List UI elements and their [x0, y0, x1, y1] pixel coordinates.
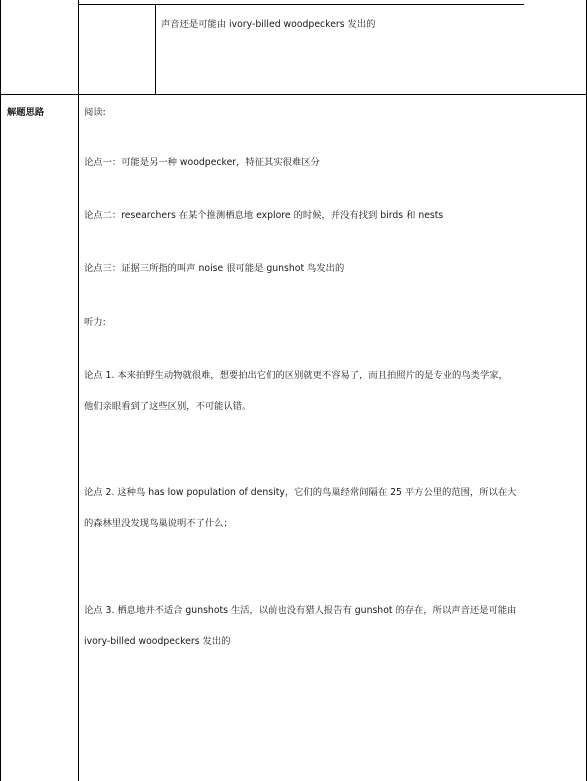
- top-row-inner-divider: [155, 4, 156, 94]
- listening-point-3-line-1: 论点 3. 栖息地并不适合 gunshots 生活，以前也没有猎人报告有 gunshot 的存在，所以声音还是可能由: [84, 605, 517, 616]
- label-column-divider: [78, 0, 79, 781]
- top-row-answer-text: 声音还是可能由 ivory-billed woodpeckers 发出的: [161, 19, 376, 30]
- listening-heading: 听力:: [84, 317, 106, 328]
- reading-point-2: 论点二：researchers 在某个推测栖息地 explore 的时候，并没有找到 birds 和 nests: [84, 210, 444, 221]
- table-top-border: [78, 4, 524, 5]
- listening-point-1-line-2: 他们亲眼看到了这些区别，不可能认错。: [84, 401, 252, 412]
- listening-point-1-line-1: 论点 1. 本来拍野生动物就很难，想要拍出它们的区别就更不容易了，而且拍照片的是专业的鸟类学家，: [84, 370, 508, 381]
- reading-point-1: 论点一：可能是另一种 woodpecker，特征其实很难区分: [84, 157, 320, 168]
- table-left-border: [0, 0, 1, 781]
- reading-heading: 阅读:: [84, 107, 106, 118]
- listening-point-2-line-2: 的森林里没发现鸟巢说明不了什么；: [84, 518, 233, 529]
- reading-point-3: 论点三：证据三所指的叫声 noise 很可能是 gunshot 鸟发出的: [84, 263, 345, 274]
- listening-point-2-line-1: 论点 2. 这种鸟 has low population of density，它们的鸟巢经常间隔在 25 平方公里的范围，所以在大: [84, 487, 517, 498]
- listening-point-3-line-2: ivory-billed woodpeckers 发出的: [84, 636, 231, 647]
- row-separator: [0, 94, 587, 95]
- analysis-label: 解题思路: [7, 107, 45, 118]
